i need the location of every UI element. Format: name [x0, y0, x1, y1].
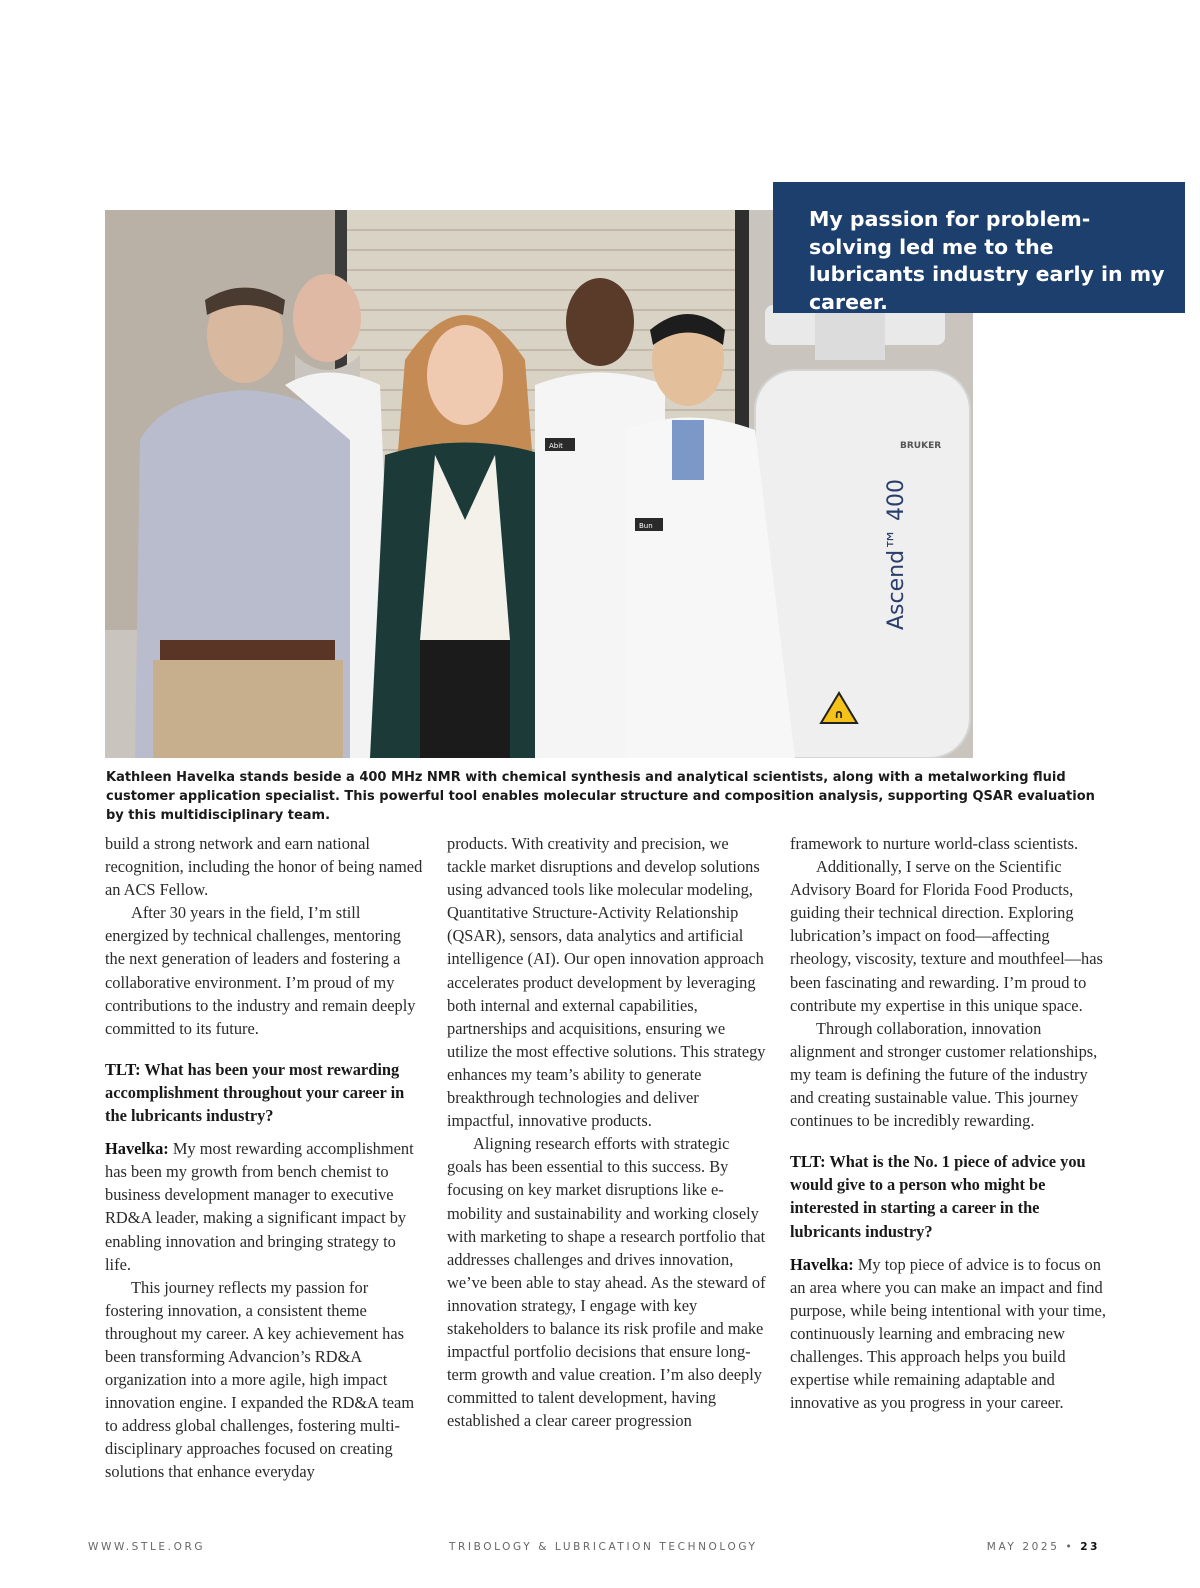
footer-issue	[987, 1541, 1100, 1553]
interviewee-label: Havelka:	[790, 1254, 854, 1274]
answer-1	[105, 1137, 425, 1276]
question-text: What is the No. 1 piece of advice you would give to a person who might be interested in starting a career in the lubricants industry?	[790, 1152, 1086, 1241]
paragraph: products. With creativity and precision, we tackle market disruptions and develop solutions using advanced tools like molecular modeling, Quantitative Structure-Activity Relationship (QSAR), sensors, data analytics and artificial intelligence (AI). Our open innovation approach accelerates product development by leveraging both internal and external capabilities, partnerships and acquisitions, ensuring we utilize the most effective solutions. This strategy enhances my team’s ability to generate breakthrough technologies and deliver impactful, innovative products.	[447, 834, 766, 1131]
paragraph: framework to nurture world-class scientists.	[790, 834, 1079, 853]
paragraph: Through collaboration, innovation alignment and stronger customer relationships, my team is defining the future of the industry and creating sustainable value. This journey continues to be incredibly rewarding.	[790, 1018, 1098, 1131]
column-2	[447, 832, 767, 1432]
pull-quote: My passion for problem-solving led me to the lubricants industry early in my career.	[773, 182, 1185, 313]
footer-date: MAY 2025	[986, 1541, 1060, 1553]
page-number: 23	[1080, 1541, 1100, 1553]
badge-left: Abit	[549, 442, 563, 450]
paragraph: Aligning research efforts with strategic goals has been essential to this success. By focusing on key market disruptions like e-mobility and sustainability and working closely with marketing to shape a research portfolio that addresses challenges and drives innovation, we’ve been able to stay ahead. As the steward of innovation strategy, I engage with key stakeholders to balance its risk profile and make impactful portfolio decisions that ensure long-term growth and value creation. I’m also deeply committed to talent development, having established a clear career progression	[447, 1134, 766, 1431]
interviewee-label: Havelka:	[105, 1139, 169, 1159]
footer-separator: •	[1065, 1541, 1075, 1553]
badge-right: Bun	[639, 522, 653, 530]
column-1	[105, 832, 425, 1484]
question-text: What has been your most rewarding accomplishment throughout your career in the lubricants industry?	[105, 1059, 405, 1126]
paragraph: This journey reflects my passion for fostering innovation, a consistent theme throughout my career. A key achievement has been transforming Advancion’s RD&A organization into a more agile, high impact innovation engine. I expanded the RD&A team to address global challenges, fostering multi-disciplinary approaches focused on creating solutions that enhance everyday	[105, 1277, 415, 1482]
bruker-logo: BRUKER	[900, 441, 942, 451]
answer-text: My top piece of advice is to focus on an area where you can make an impact and find purpose, while being intentional with your time, continuously learning and embracing new challenges. This approach helps you build expertise while remaining adaptable and innovative as you progress in your career.	[790, 1254, 1106, 1413]
footer-website: WWW.STLE.ORG	[88, 1541, 206, 1553]
paragraph: build a strong network and earn national recognition, including the honor of being named an ACS Fellow.	[105, 834, 423, 900]
interviewer-label: TLT:	[790, 1152, 826, 1172]
photo-caption: Kathleen Havelka stands beside a 400 MHz NMR with chemical synthesis and analytical scientists, along with a metalworking fluid customer application specialist. This powerful tool enables molecular structure and composition analysis, supporting QSAR evaluation by this multidisciplinary team.	[106, 770, 1095, 823]
ascend-label: Ascend™ 400	[884, 478, 909, 630]
paragraph: Additionally, I serve on the Scientific Advisory Board for Florida Food Products, guiding their technical direction. Exploring lubrication’s impact on food—affecting rheology, viscosity, texture and mouthfeel—has been fascinating and rewarding. I’m proud to contribute my expertise in this unique space.	[790, 857, 1103, 1015]
question-1	[105, 1058, 425, 1127]
interviewer-label: TLT:	[105, 1059, 141, 1079]
svg-text:∩: ∩	[834, 707, 844, 721]
question-2	[790, 1150, 1110, 1242]
paragraph: After 30 years in the field, I’m still energized by technical challenges, mentoring the next generation of leaders and fostering a collaborative environment. I’m proud of my contributions to the industry and remain deeply committed to its future.	[105, 903, 416, 1038]
column-3	[790, 832, 1110, 1414]
answer-text: My most rewarding accomplishment has been my growth from bench chemist to business development manager to executive RD&A leader, making a significant impact by enabling innovation and bringing strategy to life.	[105, 1139, 414, 1274]
footer-publication: TRIBOLOGY & LUBRICATION TECHNOLOGY	[449, 1541, 758, 1553]
answer-2	[790, 1253, 1110, 1415]
